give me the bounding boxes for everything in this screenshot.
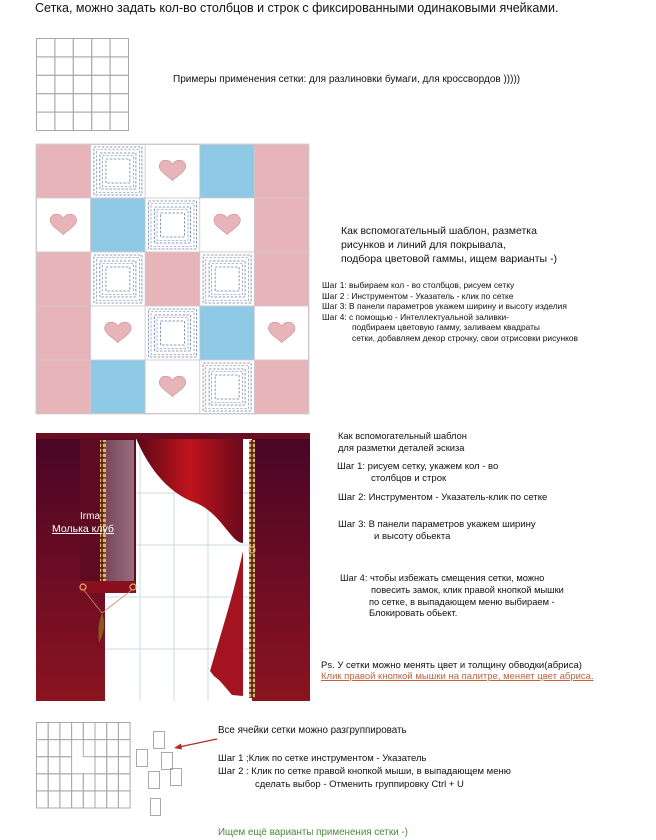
quilt-cell-pink	[254, 252, 309, 306]
grid-cell	[37, 39, 55, 57]
grid-cell	[48, 723, 60, 740]
grid-cell	[48, 740, 60, 757]
curtain-rod	[36, 433, 310, 439]
grid-cell	[95, 723, 107, 740]
grid-cell	[37, 757, 49, 774]
grid-cell	[107, 791, 119, 808]
grid-cell	[107, 723, 119, 740]
grid-cell	[37, 774, 49, 791]
grid-cell	[83, 791, 95, 808]
grid-cell	[83, 774, 95, 791]
grid-cell	[73, 57, 91, 75]
loose-cell	[137, 750, 148, 767]
grid-cell	[37, 75, 55, 93]
left-banner-hem	[80, 581, 136, 593]
grid-cell	[37, 740, 49, 757]
grid-cell	[73, 39, 91, 57]
grid-cell	[110, 75, 128, 93]
quilt-step-4-cont: сетки, добавляем декор строчку, свои отрисовки рисунков	[352, 332, 578, 343]
curtain-step-3	[338, 519, 536, 543]
grid-cell	[60, 740, 72, 757]
ungroup-grid	[36, 722, 131, 810]
grid-cell	[95, 774, 107, 791]
quilt-step-4: Шаг 4: с помощью - Интеллектуальной заливки-	[322, 311, 509, 322]
quilt-cell-pink	[254, 198, 309, 252]
quilt-cell-stitch	[91, 252, 146, 306]
quilt-cell-blue	[91, 198, 146, 252]
quilt-grid	[36, 144, 310, 415]
curtain-credit-link[interactable]: Молька клуб	[52, 523, 114, 535]
grid-cell	[118, 791, 130, 808]
grid-cell	[118, 757, 130, 774]
curtain-credit-name: Irma	[80, 511, 100, 522]
grid-cell	[110, 39, 128, 57]
quilt-step-2: Шаг 2 : Инструментом - Указатель - клик по сетке	[322, 290, 514, 301]
ungroup-step-1: Шаг 1 ;Клик по сетке инструментом - Указатель	[218, 753, 427, 764]
quilt-cell-blue	[200, 144, 255, 198]
grid-cell	[73, 94, 91, 112]
grid-cell	[73, 75, 91, 93]
ungroup-caption: Все ячейки сетки можно разгруппировать	[218, 725, 407, 736]
curtain-intro-line: Как вспомогательный шаблон	[338, 431, 467, 441]
curtain-step-4	[340, 573, 564, 620]
grid-cell	[107, 740, 119, 757]
grid-cell	[55, 39, 73, 57]
grid-cell	[83, 740, 95, 757]
footer-note: Ищем ещё варианты применения сетки -)	[218, 827, 408, 838]
quilt-cell-stitch	[145, 306, 200, 360]
grid-cell	[95, 791, 107, 808]
grid-cell	[92, 112, 110, 130]
quilt-cell-blue	[91, 360, 146, 414]
curtain-step-1-line: столбцов и строк	[371, 473, 447, 484]
quilt-cell-blue	[200, 306, 255, 360]
quilt-cell-stitch	[200, 360, 255, 414]
paper-grid-caption: Примеры применения сетки: для разлиновки бумаги, для кроссвордов )))))	[173, 74, 521, 85]
grid-cell	[92, 94, 110, 112]
curtain-intro	[338, 430, 467, 454]
grid-cell	[92, 75, 110, 93]
grid-cell	[95, 740, 107, 757]
loose-cell	[151, 799, 161, 816]
grid-cell	[73, 112, 91, 130]
page-title: Сетка, можно задать кол-во столбцов и строк с фиксированными одинаковыми ячейками.	[35, 1, 559, 15]
quilt-intro	[341, 224, 557, 266]
quilt-steps	[322, 280, 578, 343]
grid-cell	[118, 774, 130, 791]
curtain-step-1-line: Шаг 1: рисуем сетку, укажем кол - во	[337, 461, 499, 472]
grid-cell	[55, 112, 73, 130]
grid-cell	[37, 723, 49, 740]
grid-cell	[37, 94, 55, 112]
grid-cell	[37, 112, 55, 130]
quilt-cell-pink	[36, 360, 91, 414]
quilt-cell-pink	[254, 360, 309, 414]
grid-cell	[55, 75, 73, 93]
quilt-cell-stitch	[145, 198, 200, 252]
grid-cell	[92, 57, 110, 75]
grid-cell	[60, 723, 72, 740]
grid-cell	[95, 757, 107, 774]
curtain-step-4-line: Блокировать обьект.	[369, 608, 458, 619]
grid-cell	[72, 791, 84, 808]
quilt-intro-line: подбора цветовой гаммы, ищем варианты -)	[341, 253, 557, 265]
ungroup-step-2-cont: сделать выбор - Отменить группировку Ctrl + U	[255, 779, 464, 790]
quilt-step-1: Шаг 1: выбираем кол - во столбцов, рисуем сетку	[322, 280, 515, 290]
grid-cell	[60, 791, 72, 808]
grid-cell	[37, 57, 55, 75]
curtain-ps: Ps. У сетки можно менять цвет и толщину обводки(абриса)	[321, 660, 582, 671]
quilt-cell-pink	[36, 252, 91, 306]
loose-cell	[171, 769, 182, 786]
right-curtain	[252, 438, 310, 701]
grid-cell	[37, 791, 49, 808]
quilt-intro-line: рисунков и линий для покрывала,	[341, 239, 506, 251]
grid-cell	[48, 791, 60, 808]
quilt-intro-line: Как вспомогательный шаблон, разметка	[341, 225, 537, 237]
curtain-step-4-line: Шаг 4: чтобы избежать смещения сетки, можно	[340, 573, 545, 583]
quilt-step-3: Шаг 3: В панели параметров укажем ширину и высоту изделия	[322, 301, 567, 311]
grid-cell	[110, 112, 128, 130]
quilt-cell-pink	[36, 306, 91, 360]
grid-cell	[107, 757, 119, 774]
quilt-cell-stitch	[200, 252, 255, 306]
grid-cell	[55, 94, 73, 112]
grid-cell	[83, 723, 95, 740]
grid-cell	[110, 94, 128, 112]
curtain-ps-link[interactable]: Клик правой кнопкой мышки на палитре, меняет цвет абриса.	[321, 671, 594, 682]
quilt-step-4-cont: подбираем цветовую гамму, заливаем квадраты	[352, 322, 540, 332]
grid-cell	[72, 723, 84, 740]
quilt-cell-pink	[254, 144, 309, 198]
curtain-step-3-line: Шаг 3: В панели параметров укажем ширину	[338, 519, 536, 530]
loose-cell	[154, 732, 165, 749]
grid-cell	[110, 57, 128, 75]
grid-cell	[60, 757, 72, 774]
paper-grid	[36, 38, 129, 131]
quilt-cell-stitch	[91, 144, 146, 198]
grid-cell	[48, 757, 60, 774]
grid-cell	[48, 774, 60, 791]
curtain-illustration	[36, 433, 310, 701]
curtain-step-4-line: по сетке, в выпадающем меню выбираем -	[369, 596, 555, 607]
ungroup-step-2: Шаг 2 : Клик по сетке правой кнопкой мыши, в выпадающем меню	[218, 766, 511, 777]
curtain-step-4-line: повесить замок, клик правой кнопкой мышки	[371, 584, 564, 595]
grid-cell	[55, 57, 73, 75]
left-banner-sheer	[106, 440, 134, 583]
curtain-intro-line: для разметки деталей эскиза	[338, 443, 465, 453]
curtain-step-1	[337, 461, 498, 485]
grid-cell	[92, 39, 110, 57]
curtain-step-2: Шаг 2: Инструментом - Указатель-клик по сетке	[338, 492, 548, 503]
grid-cell	[118, 723, 130, 740]
loose-cell	[162, 753, 173, 770]
curtain-step-3-line: и высоту обьекта	[374, 531, 451, 542]
grid-cell	[118, 740, 130, 757]
arrow-icon	[170, 735, 220, 755]
quilt-cell-pink	[36, 144, 91, 198]
left-banner-chain	[100, 440, 106, 590]
grid-cell	[107, 774, 119, 791]
grid-cell	[60, 774, 72, 791]
quilt-cell-pink	[145, 252, 200, 306]
loose-cell	[149, 772, 160, 789]
grid-cell	[72, 774, 84, 791]
right-chain	[249, 440, 255, 698]
